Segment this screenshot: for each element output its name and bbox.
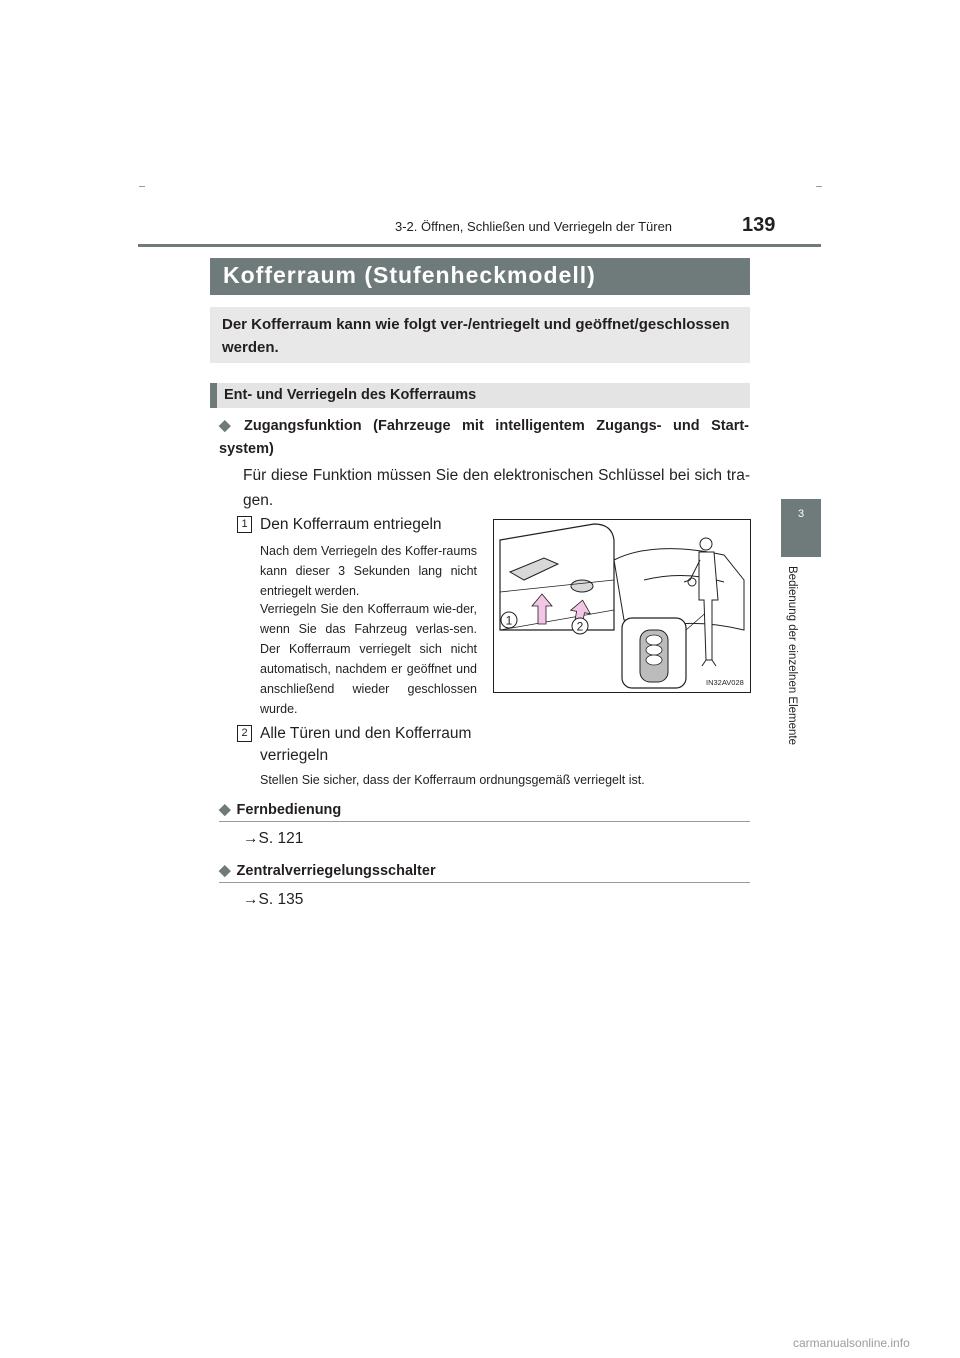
subsection-heading-text: Zugangsfunktion (Fahrzeuge mit intelligentem Zugangs- und Start-system): [219, 418, 749, 457]
chapter-label-text: Bedienung der einzelnen Elemente: [786, 566, 798, 746]
footer-watermark: carmanualsonline.info: [793, 1336, 910, 1350]
crop-mark-left: [139, 186, 145, 187]
callout-1: 1: [505, 613, 513, 628]
section-heading: Ent- und Verriegeln des Kofferraums: [224, 387, 477, 403]
page-number: 139: [742, 214, 776, 236]
subsection-heading-text: Fernbedienung: [236, 802, 342, 818]
subsection-heading-access: [219, 414, 749, 461]
diamond-bullet-icon: ◆: [219, 862, 231, 879]
subsection-heading-remote: [219, 800, 341, 818]
subsection-rule: [219, 882, 750, 883]
callout-2: 2: [576, 619, 584, 634]
chapter-label: [783, 566, 803, 776]
crop-mark-right: [816, 186, 822, 187]
item-title: Den Kofferraum entriegeln: [260, 516, 442, 533]
section-heading-accent: [210, 383, 217, 408]
page-reference-link[interactable]: →S. 135: [243, 891, 304, 908]
page-title: Kofferraum (Stufenheckmodell): [223, 262, 596, 288]
diamond-bullet-icon: ◆: [219, 801, 231, 818]
figure-code: IN32AV028: [706, 678, 744, 687]
header-rule: [138, 244, 821, 247]
intro-text: Der Kofferraum kann wie folgt ver-/entriegelt und geöffnet/geschlossen werden.: [222, 316, 730, 356]
page-reference-link[interactable]: →S. 121: [243, 830, 304, 847]
trunk-figure: [493, 519, 751, 693]
item-number-badge: 2: [237, 725, 252, 742]
item-note: Stellen Sie sicher, dass der Kofferraum ordnungsgemäß verriegelt ist.: [260, 773, 645, 787]
item-title: Alle Türen und den Kofferraum verriegeln: [260, 725, 472, 764]
item-number-badge: 1: [237, 516, 252, 533]
chapter-number: 3: [797, 508, 805, 520]
trunk-illustration: [494, 520, 750, 692]
running-header-section: 3-2. Öffnen, Schließen und Verriegeln der Türen: [395, 219, 673, 234]
subsection-heading-central-lock: [219, 861, 436, 879]
item-note: Nach dem Verriegeln des Koffer-raums kann dieser 3 Sekunden lang nicht entriegelt werden.: [260, 544, 477, 598]
item-note: Verriegeln Sie den Kofferraum wie-der, wenn Sie das Fahrzeug verlas-sen. Der Kofferraum verriegelt sich nicht automatisch, nachdem er geöffnet und anschließend wieder geschlossen wurde.: [260, 602, 477, 716]
subsection-heading-text: Zentralverriegelungsschalter: [236, 863, 436, 879]
subsection-body: Für diese Funktion müssen Sie den elektronischen Schlüssel bei sich tra-gen.: [243, 467, 750, 509]
diamond-bullet-icon: ◆: [219, 417, 239, 434]
subsection-rule: [219, 821, 750, 822]
